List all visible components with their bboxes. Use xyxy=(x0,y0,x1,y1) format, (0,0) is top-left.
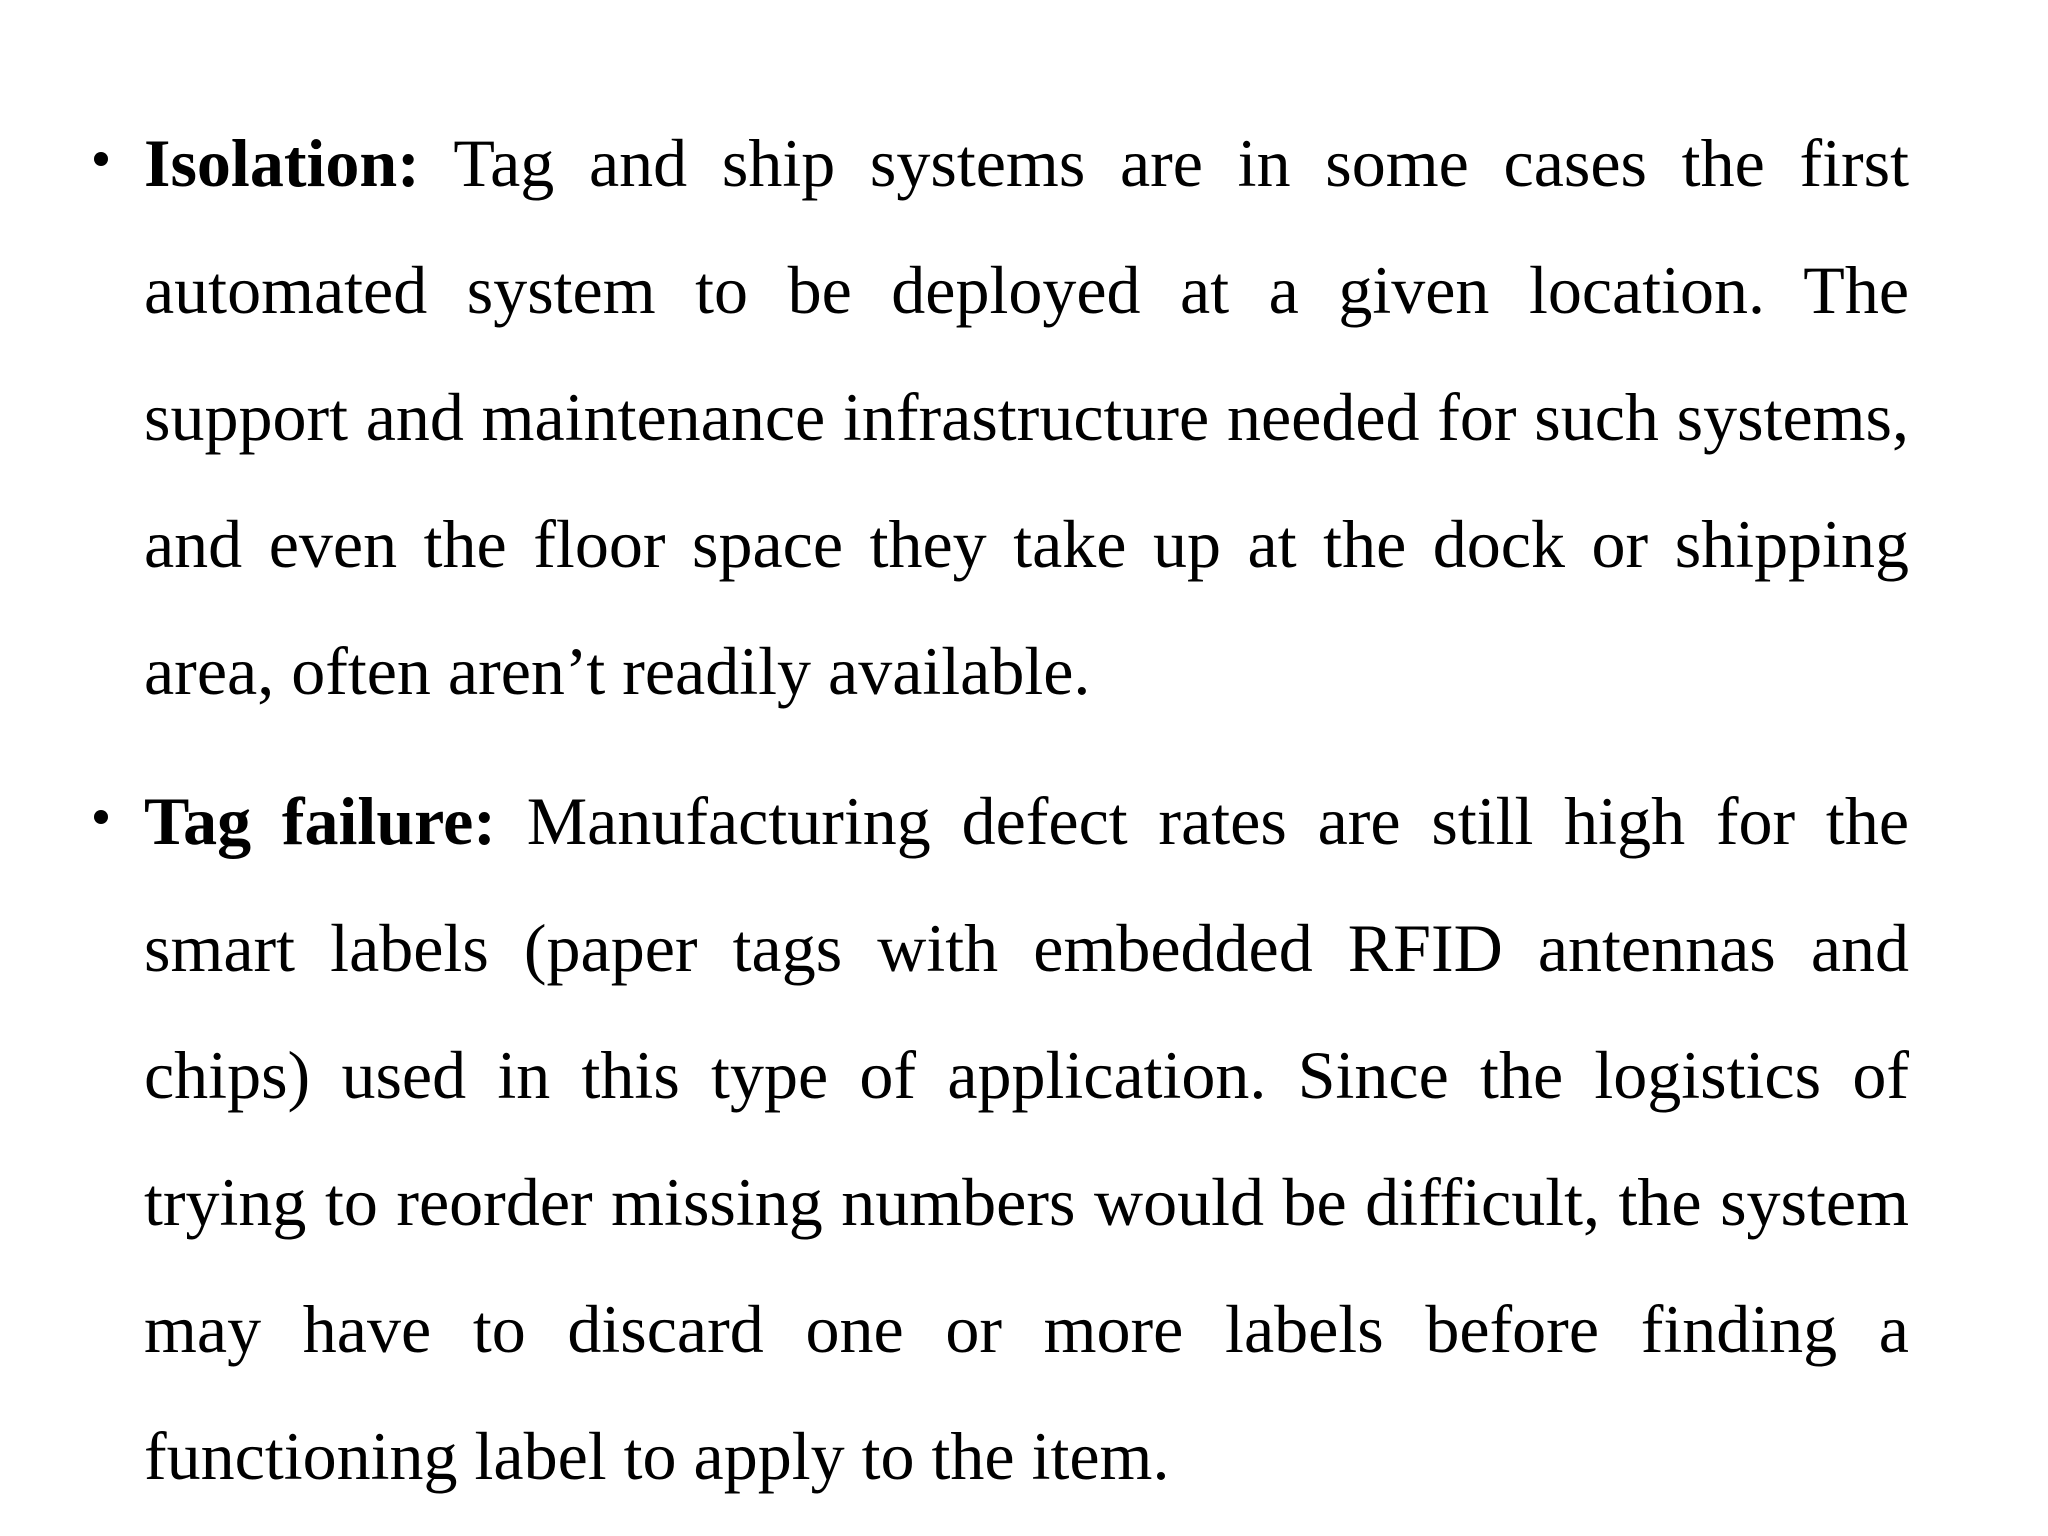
bullet-point-icon xyxy=(94,152,108,166)
bullet-term: Tag failure: xyxy=(144,783,496,859)
bullet-paragraph xyxy=(144,758,1909,1520)
bullet-paragraph xyxy=(144,100,1909,735)
bullet-point-icon xyxy=(94,810,108,824)
bullet-body-text: Tag and ship systems are in some cases the first automated system to be deployed at a given location. The support and maintenance infrastructure needed for such systems, and even the floor space they take up at the dock or shipping area, often aren’t readily available. xyxy=(144,125,1909,709)
bullet-term: Isolation: xyxy=(144,125,420,201)
bullet-body-text: Manufacturing defect rates are still high for the smart labels (paper tags with embedded RFID antennas and chips) used in this type of application. Since the logistics of trying to reorder missing numbers would be difficult, the system may have to discard one or more labels before finding a functioning label to apply to the item. xyxy=(144,783,1909,1494)
